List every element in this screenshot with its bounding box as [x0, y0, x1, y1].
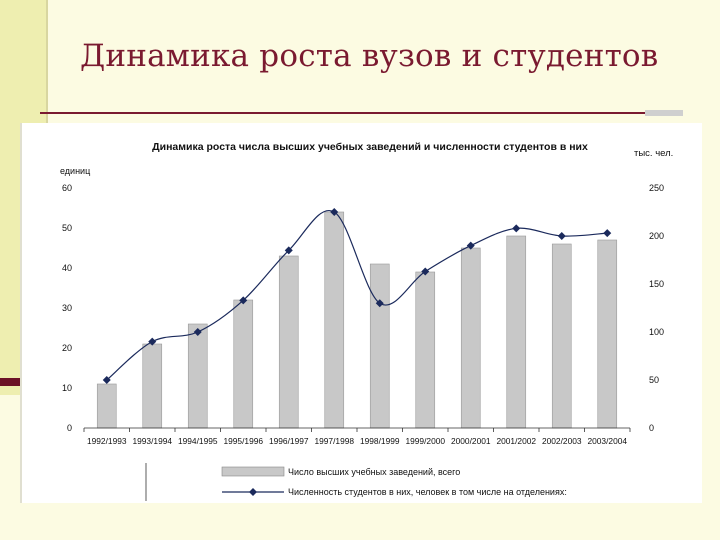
combo-chart — [22, 123, 702, 503]
students-line — [107, 211, 608, 380]
title-divider-tab — [645, 110, 683, 116]
category-label: 1998/1999 — [359, 436, 400, 446]
right-tick-label: 150 — [649, 279, 665, 289]
category-label: 1996/1997 — [268, 436, 309, 446]
plot-area — [62, 183, 664, 446]
right-tick-label: 200 — [649, 231, 665, 241]
left-tick-label: 50 — [61, 223, 72, 233]
bar — [461, 248, 480, 428]
category-label: 1999/2000 — [405, 436, 446, 446]
chart-panel — [20, 123, 702, 503]
category-label: 2000/2001 — [450, 436, 491, 446]
legend-line-marker — [249, 488, 257, 496]
right-tick-label: 250 — [649, 183, 665, 193]
bar — [234, 300, 253, 428]
bar — [325, 212, 344, 428]
right-tick-label: 100 — [649, 327, 665, 337]
legend-bar-swatch — [222, 467, 284, 476]
left-tick-label: 30 — [61, 303, 72, 313]
left-tick-label: 20 — [61, 343, 72, 353]
chart-legend — [146, 463, 567, 501]
category-label: 2002/2003 — [541, 436, 582, 446]
bar — [552, 244, 571, 428]
bar — [370, 264, 389, 428]
category-label: 1992/1993 — [86, 436, 127, 446]
bar — [598, 240, 617, 428]
right-tick-label: 0 — [649, 423, 655, 433]
legend-line-label: Численность студентов в них, человек в том числе на отделениях: — [288, 487, 567, 497]
left-tick-label: 10 — [61, 383, 72, 393]
left-axis-label: единиц — [60, 166, 91, 176]
left-tick-label: 40 — [61, 263, 72, 273]
bar — [97, 384, 116, 428]
category-label: 1994/1995 — [177, 436, 218, 446]
bar — [279, 256, 298, 428]
category-label: 2003/2004 — [587, 436, 628, 446]
line-marker — [603, 229, 611, 237]
legend-bar-label: Число высших учебных заведений, всего — [288, 467, 461, 477]
bar — [507, 236, 526, 428]
right-tick-label: 50 — [649, 375, 660, 385]
category-label: 1995/1996 — [223, 436, 264, 446]
title-divider — [40, 112, 680, 114]
bar — [416, 272, 435, 428]
right-axis-label: тыс. чел. — [634, 148, 674, 159]
left-tick-label: 60 — [61, 183, 72, 193]
line-marker — [558, 232, 566, 240]
left-tick-label: 0 — [66, 423, 72, 433]
slide-title: Динамика роста вузов и студентов — [80, 38, 659, 74]
category-label: 1993/1994 — [132, 436, 173, 446]
bar — [188, 324, 207, 428]
bar — [143, 344, 162, 428]
category-label: 1997/1998 — [314, 436, 355, 446]
chart-title: Динамика роста числа высших учебных заведений и численности студентов в них — [152, 141, 588, 153]
category-label: 2001/2002 — [496, 436, 537, 446]
line-marker — [512, 224, 520, 232]
